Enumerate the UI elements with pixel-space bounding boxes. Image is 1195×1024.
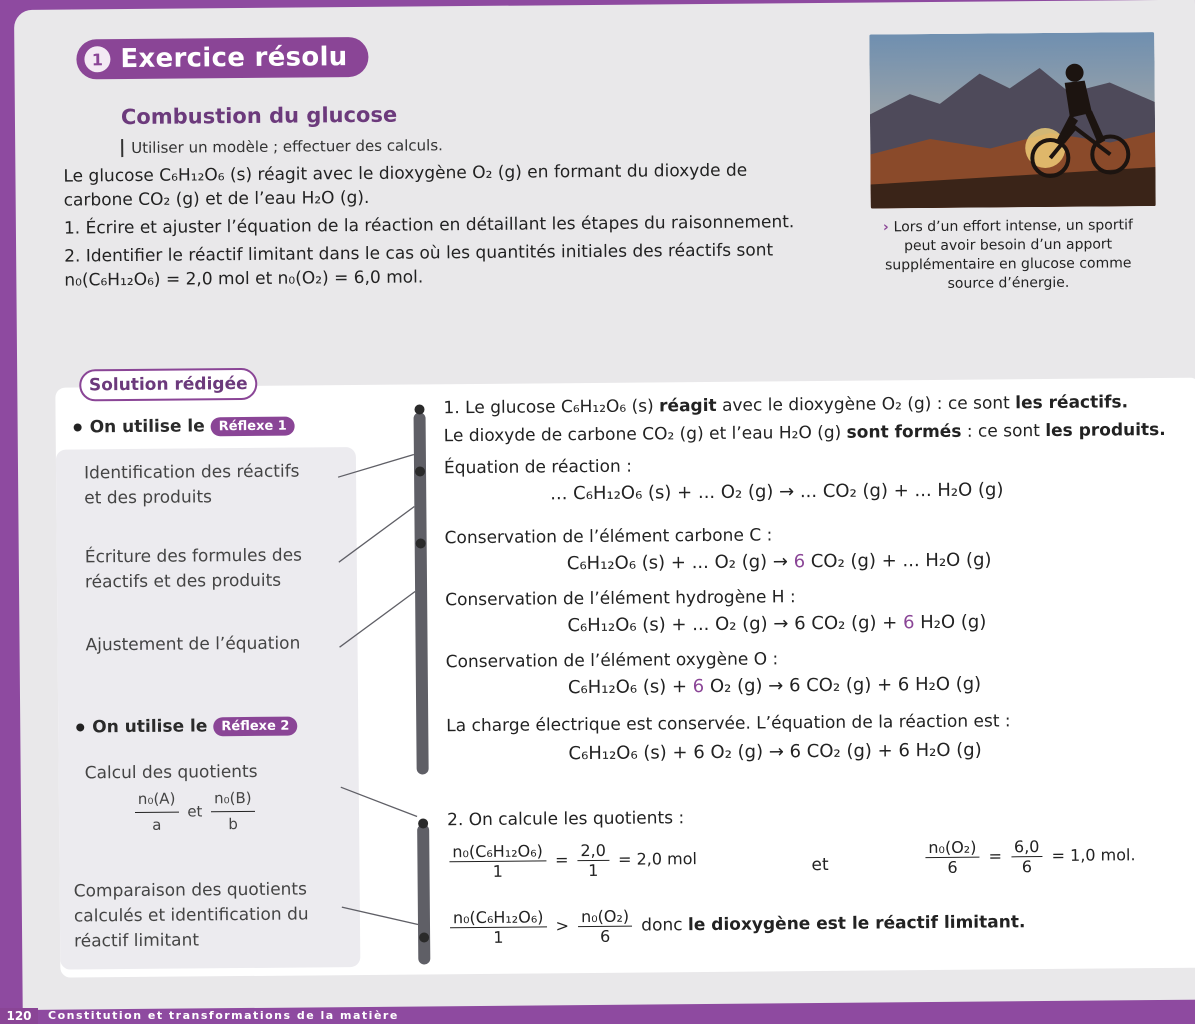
bullet-icon [416, 538, 426, 548]
bullet-icon [419, 932, 429, 942]
bullet-icon [415, 466, 425, 476]
caption-line-4: source d’énergie. [947, 274, 1070, 292]
eq2a: C₆H₁₂O₆ (s) + ... O₂ (g) → 6 CO₂ (g) + [567, 612, 904, 637]
cmp-gt: > [555, 916, 570, 936]
hydrogen-title: Conservation de l’élément hydrogène H : [445, 587, 796, 611]
frac-b-den: b [228, 815, 238, 834]
eq3a: C₆H₁₂O₆ (s) + [567, 676, 693, 699]
frac-cmp-2 [578, 907, 632, 946]
equation-final: C₆H₁₂O₆ (s) + 6 O₂ (g) → 6 CO₂ (g) + 6 H₂O (g) [568, 739, 982, 765]
quotient-oxygen [921, 836, 1135, 877]
equation-oxygen [568, 674, 981, 699]
step-5-line-3: réactif limitant [74, 930, 200, 952]
concl-a: donc [641, 915, 689, 936]
p1b: réagit [659, 395, 717, 417]
reflex-2-badge[interactable]: Réflexe 2 [213, 716, 297, 736]
frac-glucose-val [577, 841, 609, 880]
charge-statement: La charge électrique est conservée. L’équation de la réaction est : [446, 711, 1011, 737]
f1-res: = 2,0 mol [617, 849, 697, 869]
question-2-values: n₀(C₆H₁₂O₆) = 2,0 mol et n₀(O₂) = 6,0 mol. [64, 267, 424, 291]
equation-skeleton: ... C₆H₁₂O₆ (s) + ... O₂ (g) → ... CO₂ (g) + ... H₂O (g) [550, 479, 1004, 505]
bullet-icon [418, 818, 428, 828]
equation-hydrogen [567, 612, 986, 637]
f2-num: n₀(O₂) [925, 838, 979, 858]
quotients-title: 2. On calcule les quotients : [446, 808, 685, 831]
eq2c: H₂O (g) [914, 611, 987, 634]
reflex-1-badge[interactable]: Réflexe 1 [211, 416, 295, 436]
caption-line-3: supplémentaire en glucose comme [884, 255, 1132, 274]
step-5-line-2: calculés et identification du [73, 904, 309, 927]
eq2b: 6 [902, 612, 915, 634]
bullet-icon [414, 404, 424, 414]
eq3b: 6 [692, 676, 705, 698]
f1-num: n₀(C₆H₁₂O₆) [449, 841, 546, 862]
eq1b: 6 [793, 551, 806, 573]
exercise-number: 1 [84, 46, 110, 72]
frac-b-num: n₀(B) [211, 786, 255, 812]
footer-section-title: Constitution et transformations de la matière [48, 1009, 399, 1022]
reflex-1-prefix: On utilise le [89, 416, 205, 438]
question-1: 1. Écrire et ajuster l’équation de la réaction en détaillant les étapes du raisonnement. [63, 212, 795, 239]
p1a: 1. Le glucose C₆H₁₂O₆ (s) [443, 396, 660, 419]
f1b-num: 2,0 [577, 841, 609, 861]
caption-line-1: Lors d’un effort intense, un sportif [893, 217, 1133, 236]
statement-line-2: carbone CO₂ (g) et de l’eau H₂O (g). [63, 187, 370, 211]
caption-line-2: peut avoir besoin d’un apport [903, 236, 1113, 255]
cmp-num1: n₀(C₆H₁₂O₆) [450, 907, 547, 928]
step-2-line-2: réactifs et des produits [84, 570, 282, 593]
p1c: avec le dioxygène O₂ (g) : ce sont [716, 393, 1016, 416]
f2-res: = 1,0 mol. [1051, 845, 1136, 865]
step-quotients: Calcul des quotients [84, 761, 258, 784]
f2-eq: = [988, 846, 1003, 866]
frac-glucose [449, 841, 546, 881]
concl-b: le dioxygène est le réactif limitant. [687, 912, 1026, 936]
caption-arrow-icon: › [882, 219, 894, 236]
oxygen-title: Conservation de l’élément oxygène O : [445, 649, 779, 673]
equation-title: Équation de réaction : [443, 456, 632, 479]
cmp-den2: 6 [600, 926, 611, 946]
p1d: les réactifs. [1015, 392, 1129, 414]
eq3c: O₂ (g) → 6 CO₂ (g) + 6 H₂O (g) [704, 673, 982, 698]
step-2-line-1: Écriture des formules des [84, 545, 303, 568]
f1b-den: 1 [588, 860, 599, 881]
et-word: et [811, 854, 829, 876]
page-number: 120 [0, 1008, 38, 1024]
frac-a-den: a [152, 815, 162, 834]
exercise-title: Exercice résolu [120, 42, 348, 75]
p2d: les produits. [1045, 419, 1166, 442]
statement-line-1: Le glucose C₆H₁₂O₆ (s) réagit avec le dioxygène O₂ (g) en formant du dioxyde de [63, 160, 748, 187]
step-5-line-1: Comparaison des quotients [73, 879, 308, 902]
f2b-den: 6 [1021, 857, 1033, 877]
skills-text: Utiliser un modèle ; effectuer des calculs. [121, 136, 443, 157]
step-1-line-1: Identification des réactifs [83, 461, 300, 484]
eq1a: C₆H₁₂O₆ (s) + ... O₂ (g) → [566, 551, 794, 575]
cmp-den1: 1 [493, 927, 504, 947]
frac-oxygen-val [1011, 837, 1043, 876]
reflex-2-prefix: On utilise le [92, 716, 208, 738]
question-2: 2. Identifier le réactif limitant dans le cas où les quantités initiales des réactifs sont [64, 240, 774, 267]
p2a: Le dioxyde de carbone CO₂ (g) et l’eau H₂O (g) [443, 422, 847, 447]
p2b: sont formés [846, 421, 962, 443]
equation-carbon [567, 549, 992, 574]
solution-bar-2 [417, 824, 430, 964]
carbon-title: Conservation de l’élément carbone C : [444, 525, 773, 549]
quotient-glucose [445, 840, 697, 881]
frac-oxygen [925, 838, 979, 877]
frac-et: et [187, 802, 203, 821]
frac-cmp-1 [450, 907, 547, 947]
f1-eq: = [554, 850, 569, 870]
comparison-line [446, 903, 1026, 947]
exercise-subtitle: Combustion du glucose [120, 102, 398, 130]
cmp-num2: n₀(O₂) [578, 907, 632, 927]
frac-a-num: n₀(A) [135, 787, 179, 813]
step-balancing: Ajustement de l’équation [85, 633, 301, 656]
p2c: : ce sont [961, 421, 1046, 442]
eq1c: CO₂ (g) + ... H₂O (g) [805, 549, 992, 573]
textbook-page [14, 0, 1195, 1010]
f1-den: 1 [492, 861, 503, 881]
step-1-line-2: et des produits [84, 487, 213, 509]
f2-den: 6 [947, 857, 958, 877]
solution-label: Solution rédigée [79, 368, 257, 402]
f2b-num: 6,0 [1011, 837, 1043, 857]
